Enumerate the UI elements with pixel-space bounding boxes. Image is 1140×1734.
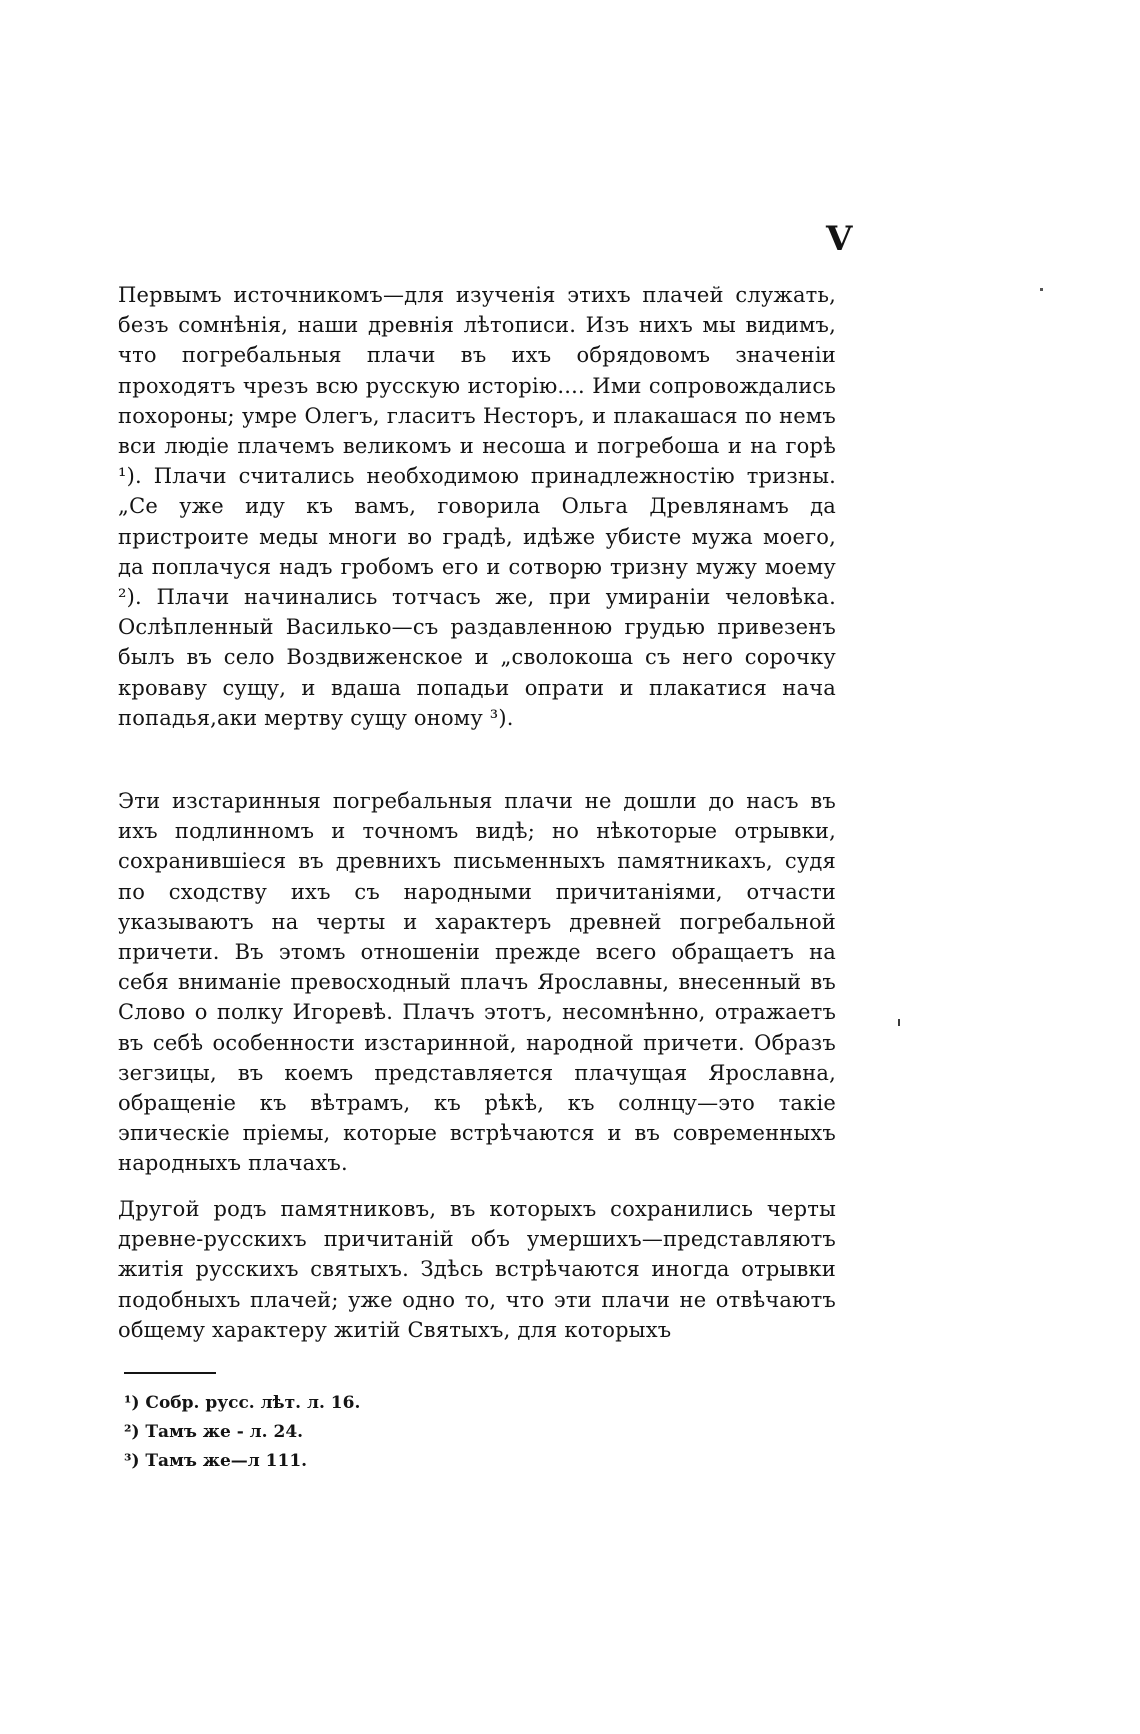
paragraph-text: Первымъ источникомъ—для изученія этихъ плачей служать, безъ сомнѣнія, наши древнія лѣтописи. Изъ нихъ мы видимъ, что погребальныя плачи въ ихъ обрядовомъ значеніи проходятъ чрезъ всю русскую исторію.... Ими сопровождались похороны; умре Олегъ, гласитъ Несторъ, и плакашася по немъ вси людіе плачемъ великомъ и несоша и погребоша и на горѣ ¹). Плачи считались необходимою принадлежностію тризны. „Се уже иду къ вамъ, говорила Ольга Древлянамъ да пристроите меды многи во градѣ, идѣже убисте мужа моего, да поплачуся надъ гробомъ его и сотворю тризну мужу моему ²). Плачи начинались тотчасъ же, при умираніи человѣка. Ослѣпленный Василько—съ раздавленною грудью привезенъ былъ въ село Воздвиженское и „сволокоша съ него сорочку кроваву сущу, и вдаша попадьи опрати и плакатися нача попадья,аки мертву сущу оному ³). [118, 283, 836, 730]
paragraph-text: Эти изстаринныя погребальныя плачи не дошли до насъ въ ихъ подлинномъ и точномъ видѣ; но нѣкоторые отрывки, сохранившіеся въ древнихъ письменныхъ памятникахъ, судя по сходству ихъ съ народными причитаніями, отчасти указываютъ на черты и характеръ древней погребальной причети. Въ этомъ отношеніи прежде всего обращаетъ на себя вниманіе превосходный плачъ Ярославны, внесенный въ Слово о полку Игоревѣ. Плачъ этотъ, несомнѣнно, отражаетъ въ себѣ особенности изстаринной, народной причети. Образъ зегзицы, въ коемъ представляется плачущая Ярославна, обращеніе къ вѣтрамъ, къ рѣкѣ, къ солнцу—это такіе эпическіе пріемы, которые встрѣчаются и въ современныхъ народныхъ плачахъ. [118, 789, 836, 1176]
scan-speck [898, 1019, 900, 1026]
scan-speck [1040, 288, 1043, 291]
paragraph-2 [118, 786, 836, 1179]
footnote-divider [124, 1372, 216, 1374]
page-number: V [826, 219, 853, 259]
footnote-3: ³) Тамъ же—л 111. [124, 1451, 308, 1471]
footnote-2: ²) Тамъ же - л. 24. [124, 1422, 304, 1442]
footnote-1: ¹) Собр. русс. лѣт. л. 16. [124, 1393, 361, 1413]
paragraph-3 [118, 1194, 836, 1345]
paragraph-1 [118, 280, 836, 733]
footnotes [124, 1389, 360, 1476]
paragraph-text: Другой родъ памятниковъ, въ которыхъ сохранились черты древне-русскихъ причитаній объ умершихъ—представляютъ житія русскихъ святыхъ. Здѣсь встрѣчаются иногда отрывки подобныхъ плачей; уже одно то, что эти плачи не отвѣчаютъ общему характеру житій Святыхъ, для которыхъ [118, 1197, 836, 1342]
